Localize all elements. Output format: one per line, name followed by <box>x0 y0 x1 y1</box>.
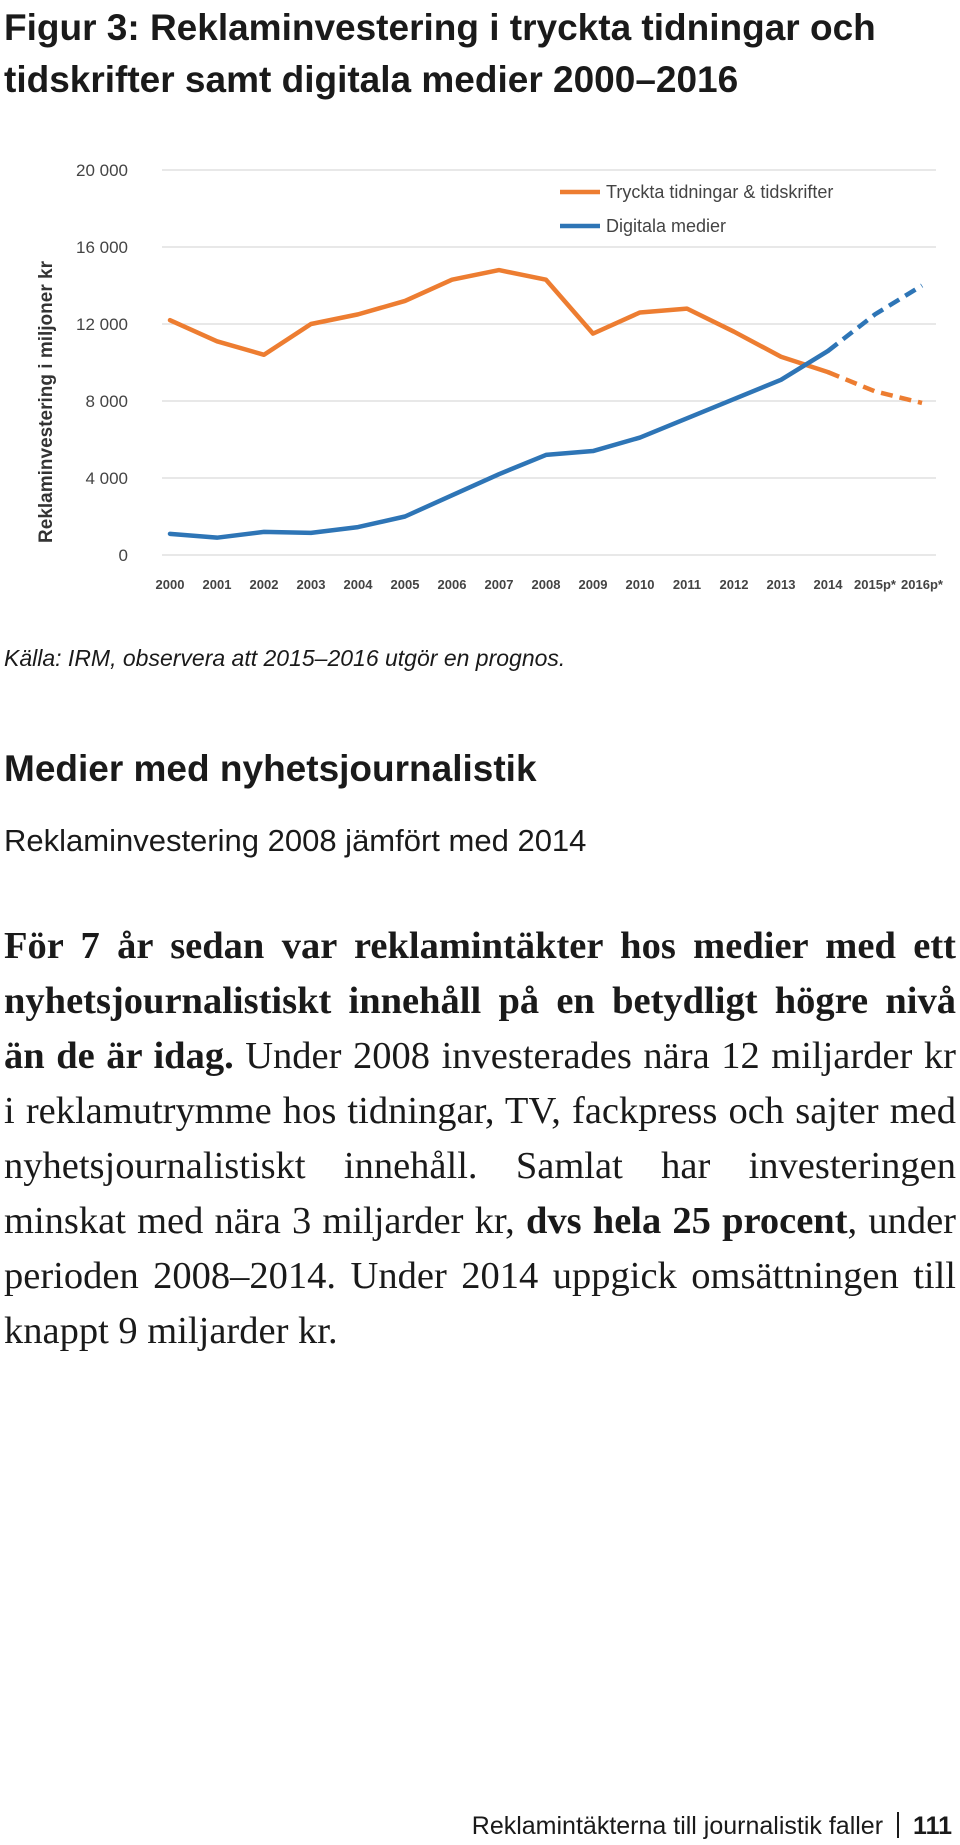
chart-x-tick-label: 2001 <box>202 577 232 592</box>
figure-source-note: Källa: IRM, observera att 2015–2016 utgör en prognos. <box>4 645 566 671</box>
section-heading: Medier med nyhetsjournalistik <box>4 748 537 789</box>
chart-x-tick-labels <box>156 577 944 592</box>
chart-y-tick-label: 16 000 <box>76 238 128 257</box>
chart-x-tick-label: 2004 <box>343 577 373 592</box>
chart-y-tick-label: 12 000 <box>76 315 128 334</box>
running-title: Reklamintäkterna till journalistik faller <box>471 1812 884 1840</box>
chart-x-tick-label: 2016p* <box>901 577 943 592</box>
chart-y-tick-labels <box>76 161 128 565</box>
body-paragraph <box>4 919 956 1359</box>
body-text-part1: Under 2008 investerades nära 12 miljarder kr i reklamutrymme hos tidningar, TV, fackpress och sajter med nyhetsjournalistiskt innehåll. Samlat har investeringen minskat med nära 3 miljarder kr, <box>4 1034 956 1242</box>
chart-series <box>170 270 922 538</box>
chart-x-tick-label: 2008 <box>531 577 561 592</box>
body-bold-emphasis: dvs hela 25 procent <box>525 1199 848 1242</box>
chart-x-tick-label: 2003 <box>296 577 326 592</box>
chart-y-axis-label: Reklaminvestering i miljoner kr <box>36 261 57 543</box>
chart-y-tick-label: 8 000 <box>85 392 128 411</box>
legend-label: Tryckta tidningar & tidskrifter <box>606 182 834 202</box>
chart-x-tick-label: 2014 <box>813 577 843 592</box>
body-lead-bold: För 7 år sedan var reklamintäkter hos medier med ett nyhetsjournalistiskt innehåll på en betydligt högre nivå än de är idag. <box>4 924 956 1077</box>
chart-x-tick-label: 2002 <box>249 577 279 592</box>
series-forecast-line-digital <box>828 286 922 351</box>
chart-x-tick-label: 2000 <box>155 577 185 592</box>
chart-x-tick-label: 2015p* <box>854 577 896 592</box>
figure-title-line1: Figur 3: Reklaminvestering i tryckta tidningar och <box>4 7 876 48</box>
chart-x-tick-label: 2011 <box>672 577 702 592</box>
chart-x-tick-label: 2013 <box>766 577 796 592</box>
chart-legend <box>560 182 833 236</box>
chart-y-tick-label: 0 <box>118 546 128 565</box>
page-number: 111 <box>913 1812 952 1840</box>
chart-x-tick-label: 2007 <box>484 577 514 592</box>
chart-gridlines <box>162 170 936 555</box>
chart-x-tick-label: 2012 <box>719 577 749 592</box>
chart-y-tick-label: 20 000 <box>76 161 128 180</box>
page-footer <box>472 1812 952 1841</box>
figure-title <box>4 2 954 106</box>
section-subheading: Reklaminvestering 2008 jämfört med 2014 <box>4 823 587 858</box>
footer-divider <box>897 1812 899 1838</box>
chart-x-tick-label: 2010 <box>625 577 655 592</box>
body-text-part2: , under perioden 2008–2014. Under 2014 uppgick omsättningen till knappt 9 miljarder kr. <box>4 1199 956 1352</box>
figure-title-line2: tidskrifter samt digitala medier 2000–2016 <box>4 59 739 100</box>
series-line-digital <box>170 351 828 538</box>
line-chart <box>0 140 960 600</box>
series-forecast-line-print <box>828 372 922 403</box>
chart-x-tick-label: 2009 <box>578 577 608 592</box>
chart-x-tick-label: 2006 <box>437 577 467 592</box>
series-line-print <box>170 270 828 372</box>
chart-x-tick-label: 2005 <box>390 577 420 592</box>
chart-y-tick-label: 4 000 <box>85 469 128 488</box>
legend-label: Digitala medier <box>606 216 727 236</box>
